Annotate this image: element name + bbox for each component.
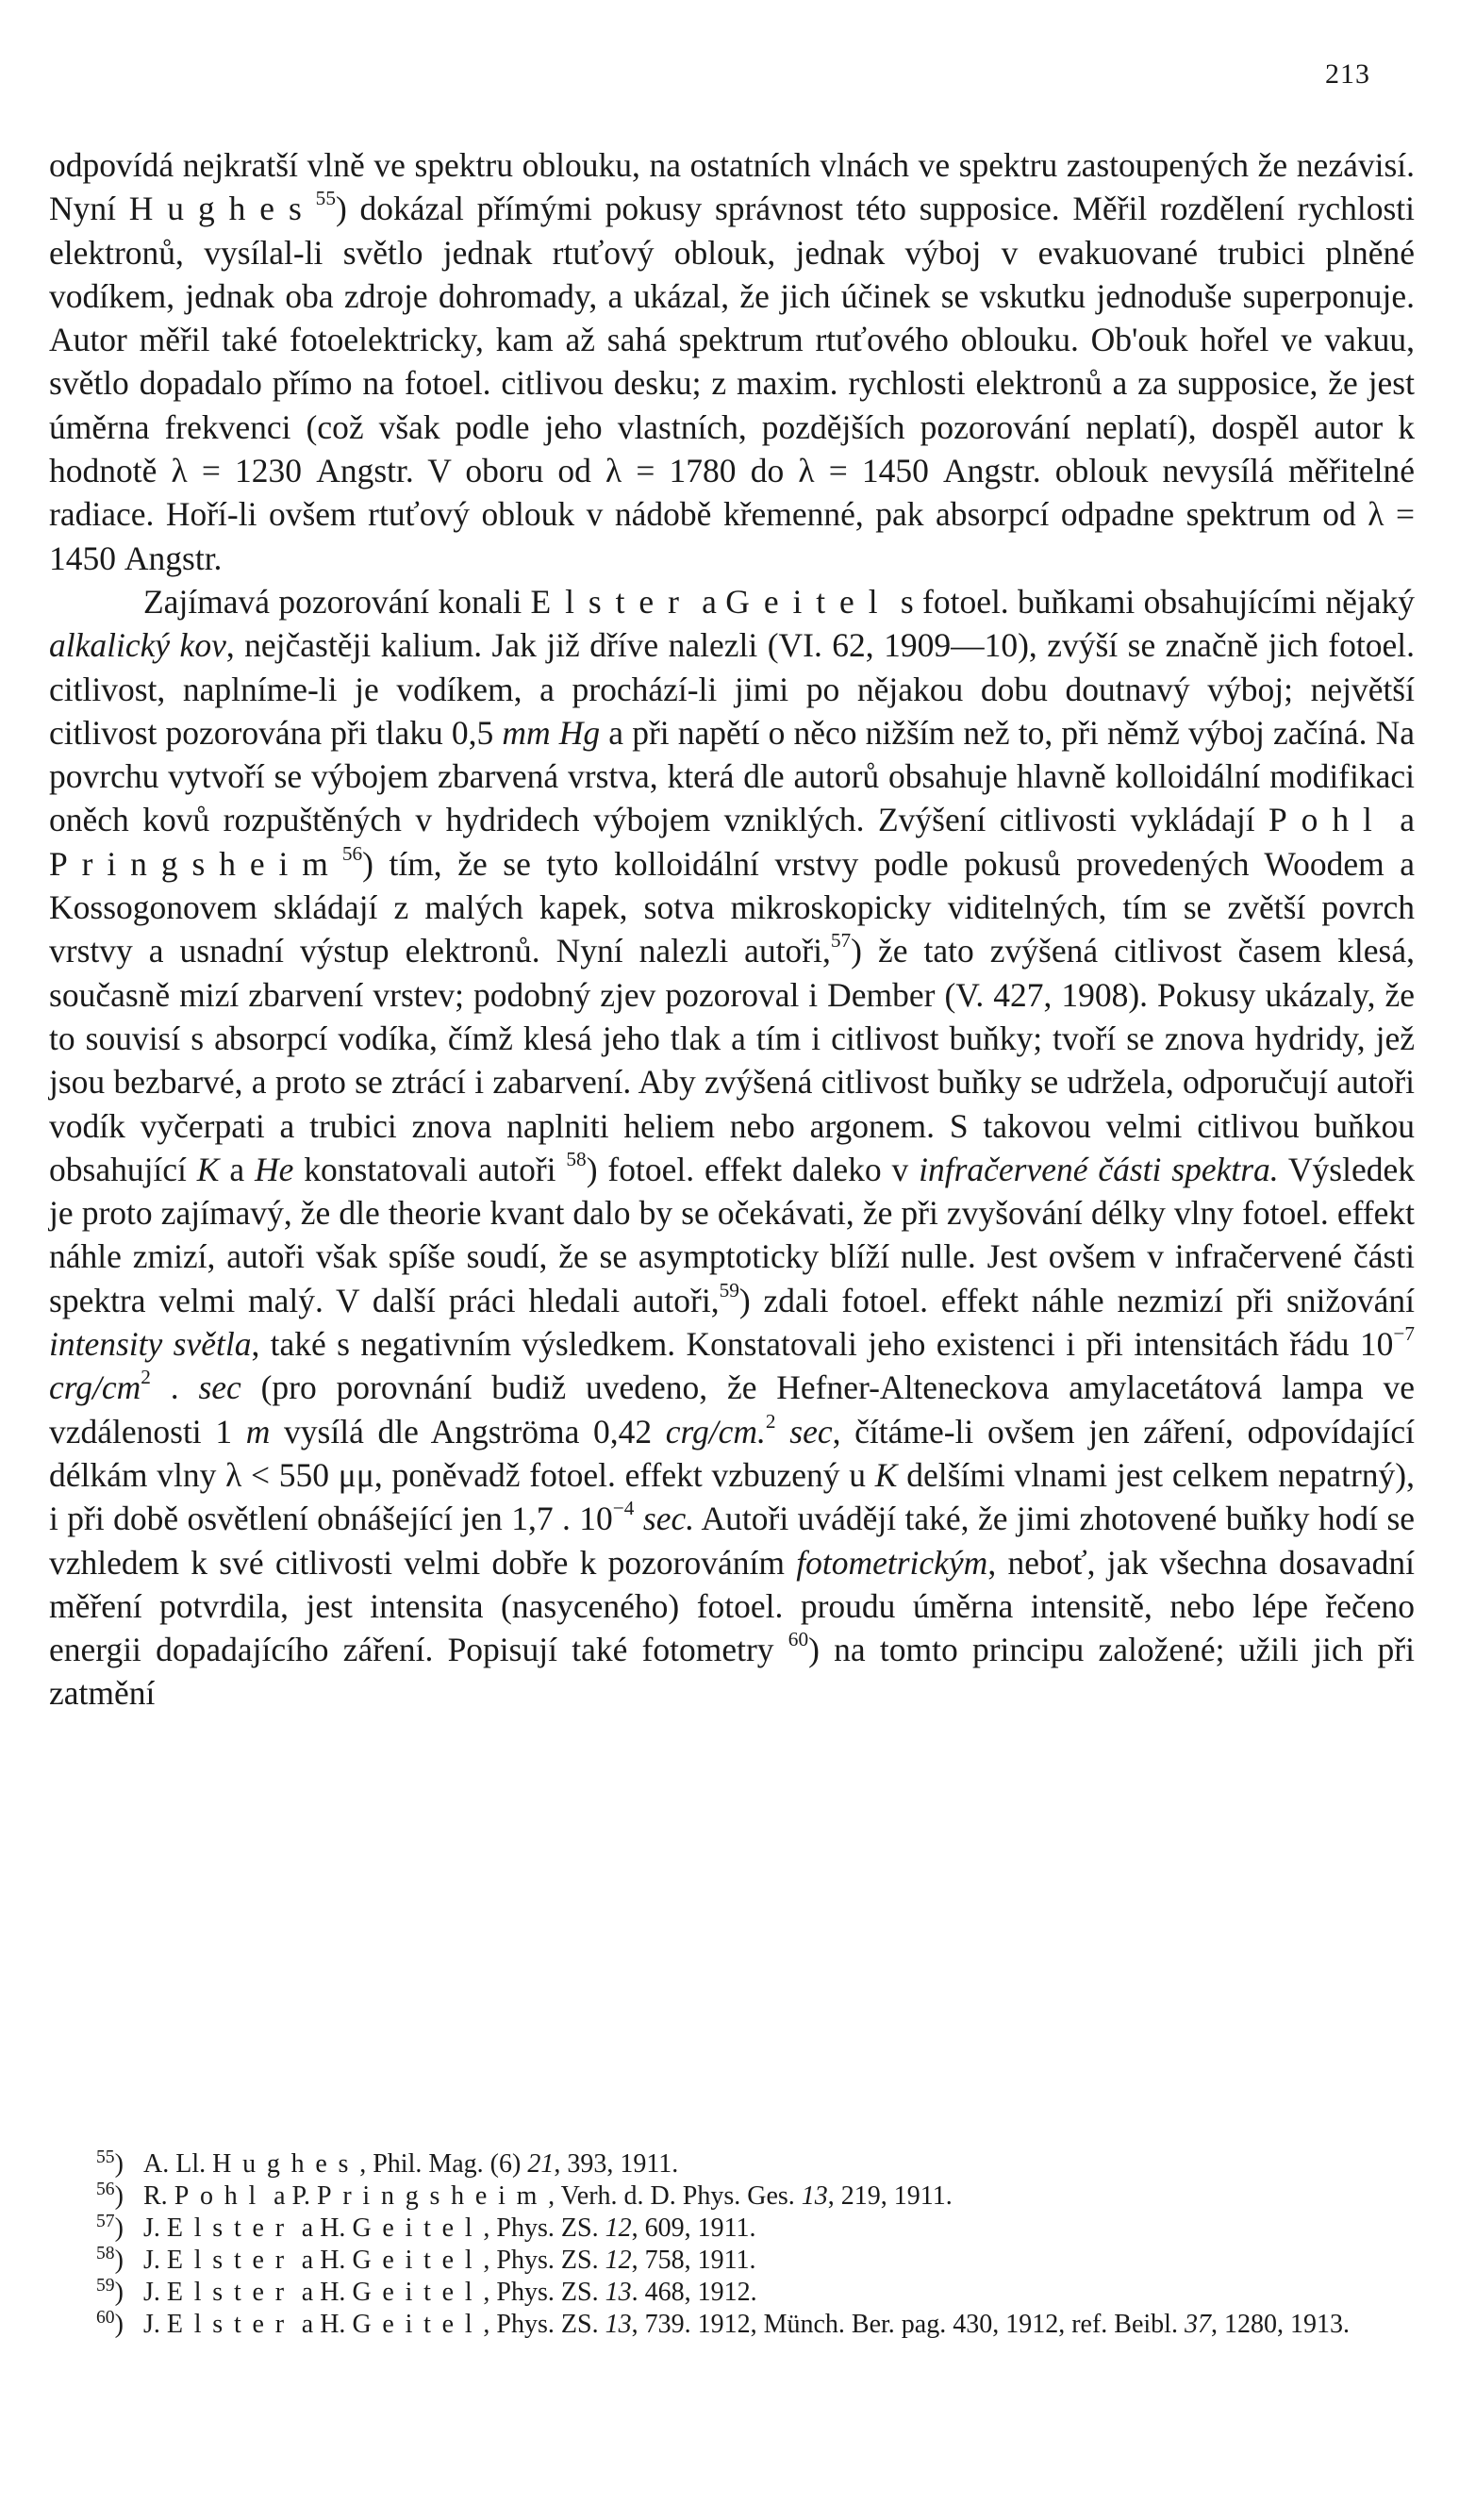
text-run: . 468, 1912.	[631, 2278, 757, 2307]
italic-text: 13	[605, 2278, 632, 2307]
footnote	[49, 2277, 1415, 2309]
spaced-name: Elster	[530, 582, 693, 621]
italic-text: infračervené části spektra.	[919, 1150, 1279, 1188]
text-run: J.	[143, 2310, 167, 2339]
text-run: , Verh. d. D. Phys. Ges.	[548, 2181, 802, 2211]
italic-text: sec	[789, 1412, 833, 1451]
text-run: ) dokázal přímými pokusy správnost této supposice. Měřil rozdělení rychlosti elektronů, vysílal-li světlo jednak rtuťový oblouk, jednak výboj v evakuované trubici plněné vodíkem, jednak oba zdroje dohromady, a ukázal, že jich účinek se vskutku jednoduše superponuje. Autor měřil také fotoelektricky, kam až sahá spektrum rtuťového oblouku. Ob'ouk hořel ve vakuu, světlo dopadalo přímo na fotoel. citlivou desku; z maxim. rychlosti elektronů a za supposice, že jest úměrna frekvenci (což však podle jeho vlastních, pozdějších pozorování neplatí), dospěl autor k hodnotě λ = 1230 Angstr. V oboru od λ = 1780 do λ = 1450 Angstr. oblouk nevysílá měřitelné radiace. Hoří-li ovšem rtuťový oblouk v nádobě křemenné, pak absorpcí odpadne spektrum od λ = 1450 Angstr.	[49, 190, 1416, 577]
spaced-name: Hughes	[212, 2149, 360, 2179]
superscript: 58	[566, 1147, 587, 1170]
text-run	[634, 1500, 642, 1537]
footnote	[49, 2213, 1415, 2245]
italic-text: 37	[1184, 2310, 1211, 2339]
spaced-name: Geitel	[725, 582, 892, 621]
italic-text: crg/cm	[49, 1368, 141, 1407]
spaced-name: Geitel	[352, 2213, 484, 2243]
spaced-name: Pringsheim	[317, 2181, 549, 2211]
superscript: 57	[830, 929, 852, 953]
italic-text: m	[245, 1412, 271, 1451]
superscript: 2	[141, 1366, 151, 1389]
footnote	[49, 2148, 1415, 2180]
text-run: J.	[143, 2246, 167, 2275]
text-run: (pro porovnání budiž uvedeno, že Hefner-Alteneckova amylacetátová lampa ve vzdálenosti 1	[49, 1368, 1416, 1451]
text-run: a	[692, 582, 726, 621]
footnote	[49, 2245, 1415, 2277]
italic-text: alkalický kov	[49, 626, 226, 665]
spaced-name: Elster	[166, 2213, 295, 2243]
footnote-number: 57	[96, 2212, 115, 2232]
text-run: delšími vlnami jest celkem nepatrný), i při době osvětlení obnášející jen 1,7 . 10	[49, 1455, 1416, 1538]
text-run: , 758, 1911.	[631, 2246, 756, 2275]
text-run: Výsledek je proto zajímavý, že dle theorie kvant dalo by se očekávati, že při zvyšování délky vlny fotoel. effekt náhle zmizí, autoři však spíše soudí, že se asymptoticky blíží nulle. Jest ovšem v infračervené části spektra velmi malý. V další práci hledali autoři,	[49, 1150, 1415, 1319]
italic-text: sec	[198, 1368, 241, 1407]
paragraph	[49, 580, 1415, 1716]
text-run: A. Ll.	[143, 2149, 213, 2179]
spaced-name: Pohl	[174, 2181, 268, 2211]
text-run: a	[219, 1150, 255, 1188]
text-run: , také s negativním výsledkem. Konstatovali jeho existenci i při intensitách řádu 10	[251, 1325, 1394, 1364]
text-run: , Phys. ZS.	[483, 2310, 605, 2339]
italic-text: 12	[605, 2213, 632, 2243]
footnote-number: 59	[96, 2276, 115, 2296]
text-run: , Phys. ZS.	[483, 2278, 605, 2307]
superscript: 60	[788, 1628, 809, 1651]
italic-text: sec.	[642, 1500, 695, 1538]
superscript: −7	[1393, 1322, 1415, 1346]
footnote-number: 58	[96, 2244, 115, 2264]
text-run: .	[150, 1368, 199, 1407]
text-run: Autoři uvádějí také, že jimi zhotovené buňky hodí se vzhledem k své citlivosti velmi dobře k pozorováním	[49, 1500, 1416, 1582]
italic-text: intensity světla	[49, 1325, 252, 1364]
italic-text: He	[255, 1150, 294, 1188]
text-run: , 1280, 1913.	[1210, 2310, 1350, 2339]
text-run: R.	[143, 2181, 174, 2211]
text-run: a při napětí o něco nižším než to, při němž výboj začíná. Na povrchu vytvoří se výbojem zbarvená vrstva, která dle autorů obsahuje hlavně kolloidální modifikaci oněch kovů rozpuštěných v hydridech výbojem vzniklých. Zvýšení citlivosti vykládají	[49, 713, 1415, 839]
text-run: , 609, 1911.	[631, 2213, 756, 2243]
italic-text: mm Hg	[502, 713, 601, 752]
footnote-mark: $^{60}$)	[96, 2308, 124, 2339]
superscript: −4	[612, 1497, 635, 1520]
superscript: 2	[765, 1409, 776, 1433]
footnote-mark: $^{59}$)	[96, 2276, 124, 2307]
spaced-name: Pringsheim	[49, 844, 342, 883]
spaced-name: Geitel	[352, 2246, 484, 2275]
spaced-name: Elster	[166, 2278, 295, 2307]
text-run: , Phil. Mag. (6)	[359, 2149, 528, 2179]
page-number: 213	[1325, 58, 1370, 90]
text-run: J.	[143, 2278, 167, 2307]
text-run: ) fotoel. effekt daleko v	[586, 1150, 920, 1188]
text-run: odpovídá nejkratší vlně ve spektru oblouku, na ostatních vlnách ve spektru zastoupených že nezávisí. Nyní	[49, 146, 1415, 228]
text-run: a H.	[294, 2310, 353, 2339]
text-run: J.	[143, 2213, 167, 2243]
footnote-number: 56	[96, 2180, 115, 2200]
text-run: s fotoel. buňkami obsahujícími nějaký	[891, 582, 1415, 621]
paragraph	[49, 143, 1415, 580]
text-run	[776, 1413, 790, 1451]
spaced-name: Elster	[166, 2246, 295, 2275]
spaced-name: Geitel	[352, 2310, 484, 2339]
italic-text: K	[874, 1455, 898, 1494]
italic-text: K	[196, 1150, 220, 1188]
spaced-name: Pohl	[1268, 801, 1386, 839]
superscript: 55	[315, 187, 336, 210]
text-run: , Phys. ZS.	[483, 2213, 605, 2243]
text-run: Zajímavá pozorování konali	[143, 582, 531, 621]
italic-text: 13	[605, 2310, 632, 2339]
text-run: a H.	[294, 2246, 353, 2275]
text-run: a	[1385, 801, 1415, 839]
italic-text: fotometrickým	[796, 1543, 988, 1582]
spaced-name: Elster	[166, 2310, 295, 2339]
superscript: 56	[341, 841, 363, 865]
text-run: , čítáme-li ovšem jen záření, odpovídající délkám vlny λ < 550 μμ, poněvadž fotoel. effekt vzbuzený u	[49, 1412, 1416, 1494]
footnotes	[49, 2148, 1415, 2341]
text-run: a P.	[267, 2181, 317, 2211]
superscript: 59	[719, 1278, 739, 1301]
text-run: ) zdali fotoel. effekt náhle nezmizí při snižování	[738, 1281, 1415, 1319]
italic-text: 21	[527, 2149, 555, 2179]
italic-text: 12	[605, 2246, 632, 2275]
italic-text: 13	[801, 2181, 828, 2211]
text-run: , neboť, jak všechna dosavadní měření potvrdila, jest intensita (nasyceného) fotoel. proudu úměrna intensitě, nebo lépe řečeno energii dopadajícího záření. Popisují také fotometry	[49, 1543, 1415, 1669]
text-run: konstatovali autoři	[293, 1150, 567, 1188]
body-text	[49, 143, 1415, 1716]
footnote-number: 60	[96, 2308, 115, 2329]
text-run: ) na tomto principu založené; užili jich při zatmění	[49, 1631, 1415, 1713]
spaced-name: Geitel	[352, 2278, 484, 2307]
footnote-mark: $^{57}$)	[96, 2212, 124, 2243]
text-run: vysílá dle Angströma 0,42	[270, 1412, 666, 1451]
text-run: ) že tato zvýšená citlivost časem klesá, současně mizí zbarvení vrstev; podobný zjev pozoroval i Dember (V. 427, 1908). Pokusy ukázaly, že to souvisí s absorpcí vodíka, čímž klesá jeho tlak a tím i citlivost buňky; tvoří se znova hydridy, jež jsou bezbarvé, a proto se ztrácí i zabarvení. Aby zvýšená citlivost buňky se udržela, odporučují autoři vodík vyčerpati a trubici znova naplniti heliem nebo argonem. S takovou velmi citlivou buňkou obsahující	[49, 932, 1415, 1188]
text-run: a H.	[294, 2213, 353, 2243]
text-run: a H.	[294, 2278, 353, 2307]
text-run: , nejčastěji kalium. Jak již dříve nalezli (VI. 62, 1909—10), zvýší se značně jich fotoel. citlivost, naplníme-li je vodíkem, a prochází-li jimi po nějakou dobu doutnavý výboj; největší citlivost pozorována při tlaku 0,5	[49, 626, 1415, 752]
footnote-mark: $^{56}$)	[96, 2180, 124, 2211]
footnote-number: 55	[96, 2147, 115, 2168]
text-run: , Phys. ZS.	[483, 2246, 605, 2275]
text-run: , 739. 1912, Münch. Ber. pag. 430, 1912, ref. Beibl.	[631, 2310, 1185, 2339]
footnote	[49, 2180, 1415, 2213]
spaced-name: Hughes	[128, 190, 316, 228]
italic-text: crg/cm.	[665, 1412, 766, 1451]
footnote-mark: $^{55}$)	[96, 2147, 124, 2179]
footnote	[49, 2309, 1415, 2341]
text-run: , 219, 1911.	[827, 2181, 953, 2211]
text-run: ) tím, že se tyto kolloidální vrstvy podle pokusů provedených Woodem a Kossogonovem skládají z malých kapek, sotva mikroskopicky viditelných, tím se zvětší povrch vrstvy a usnadní výstup elektronů. Nyní nalezli autoři,	[49, 844, 1415, 970]
footnote-mark: $^{58}$)	[96, 2244, 124, 2275]
text-run: , 393, 1911.	[554, 2149, 679, 2179]
